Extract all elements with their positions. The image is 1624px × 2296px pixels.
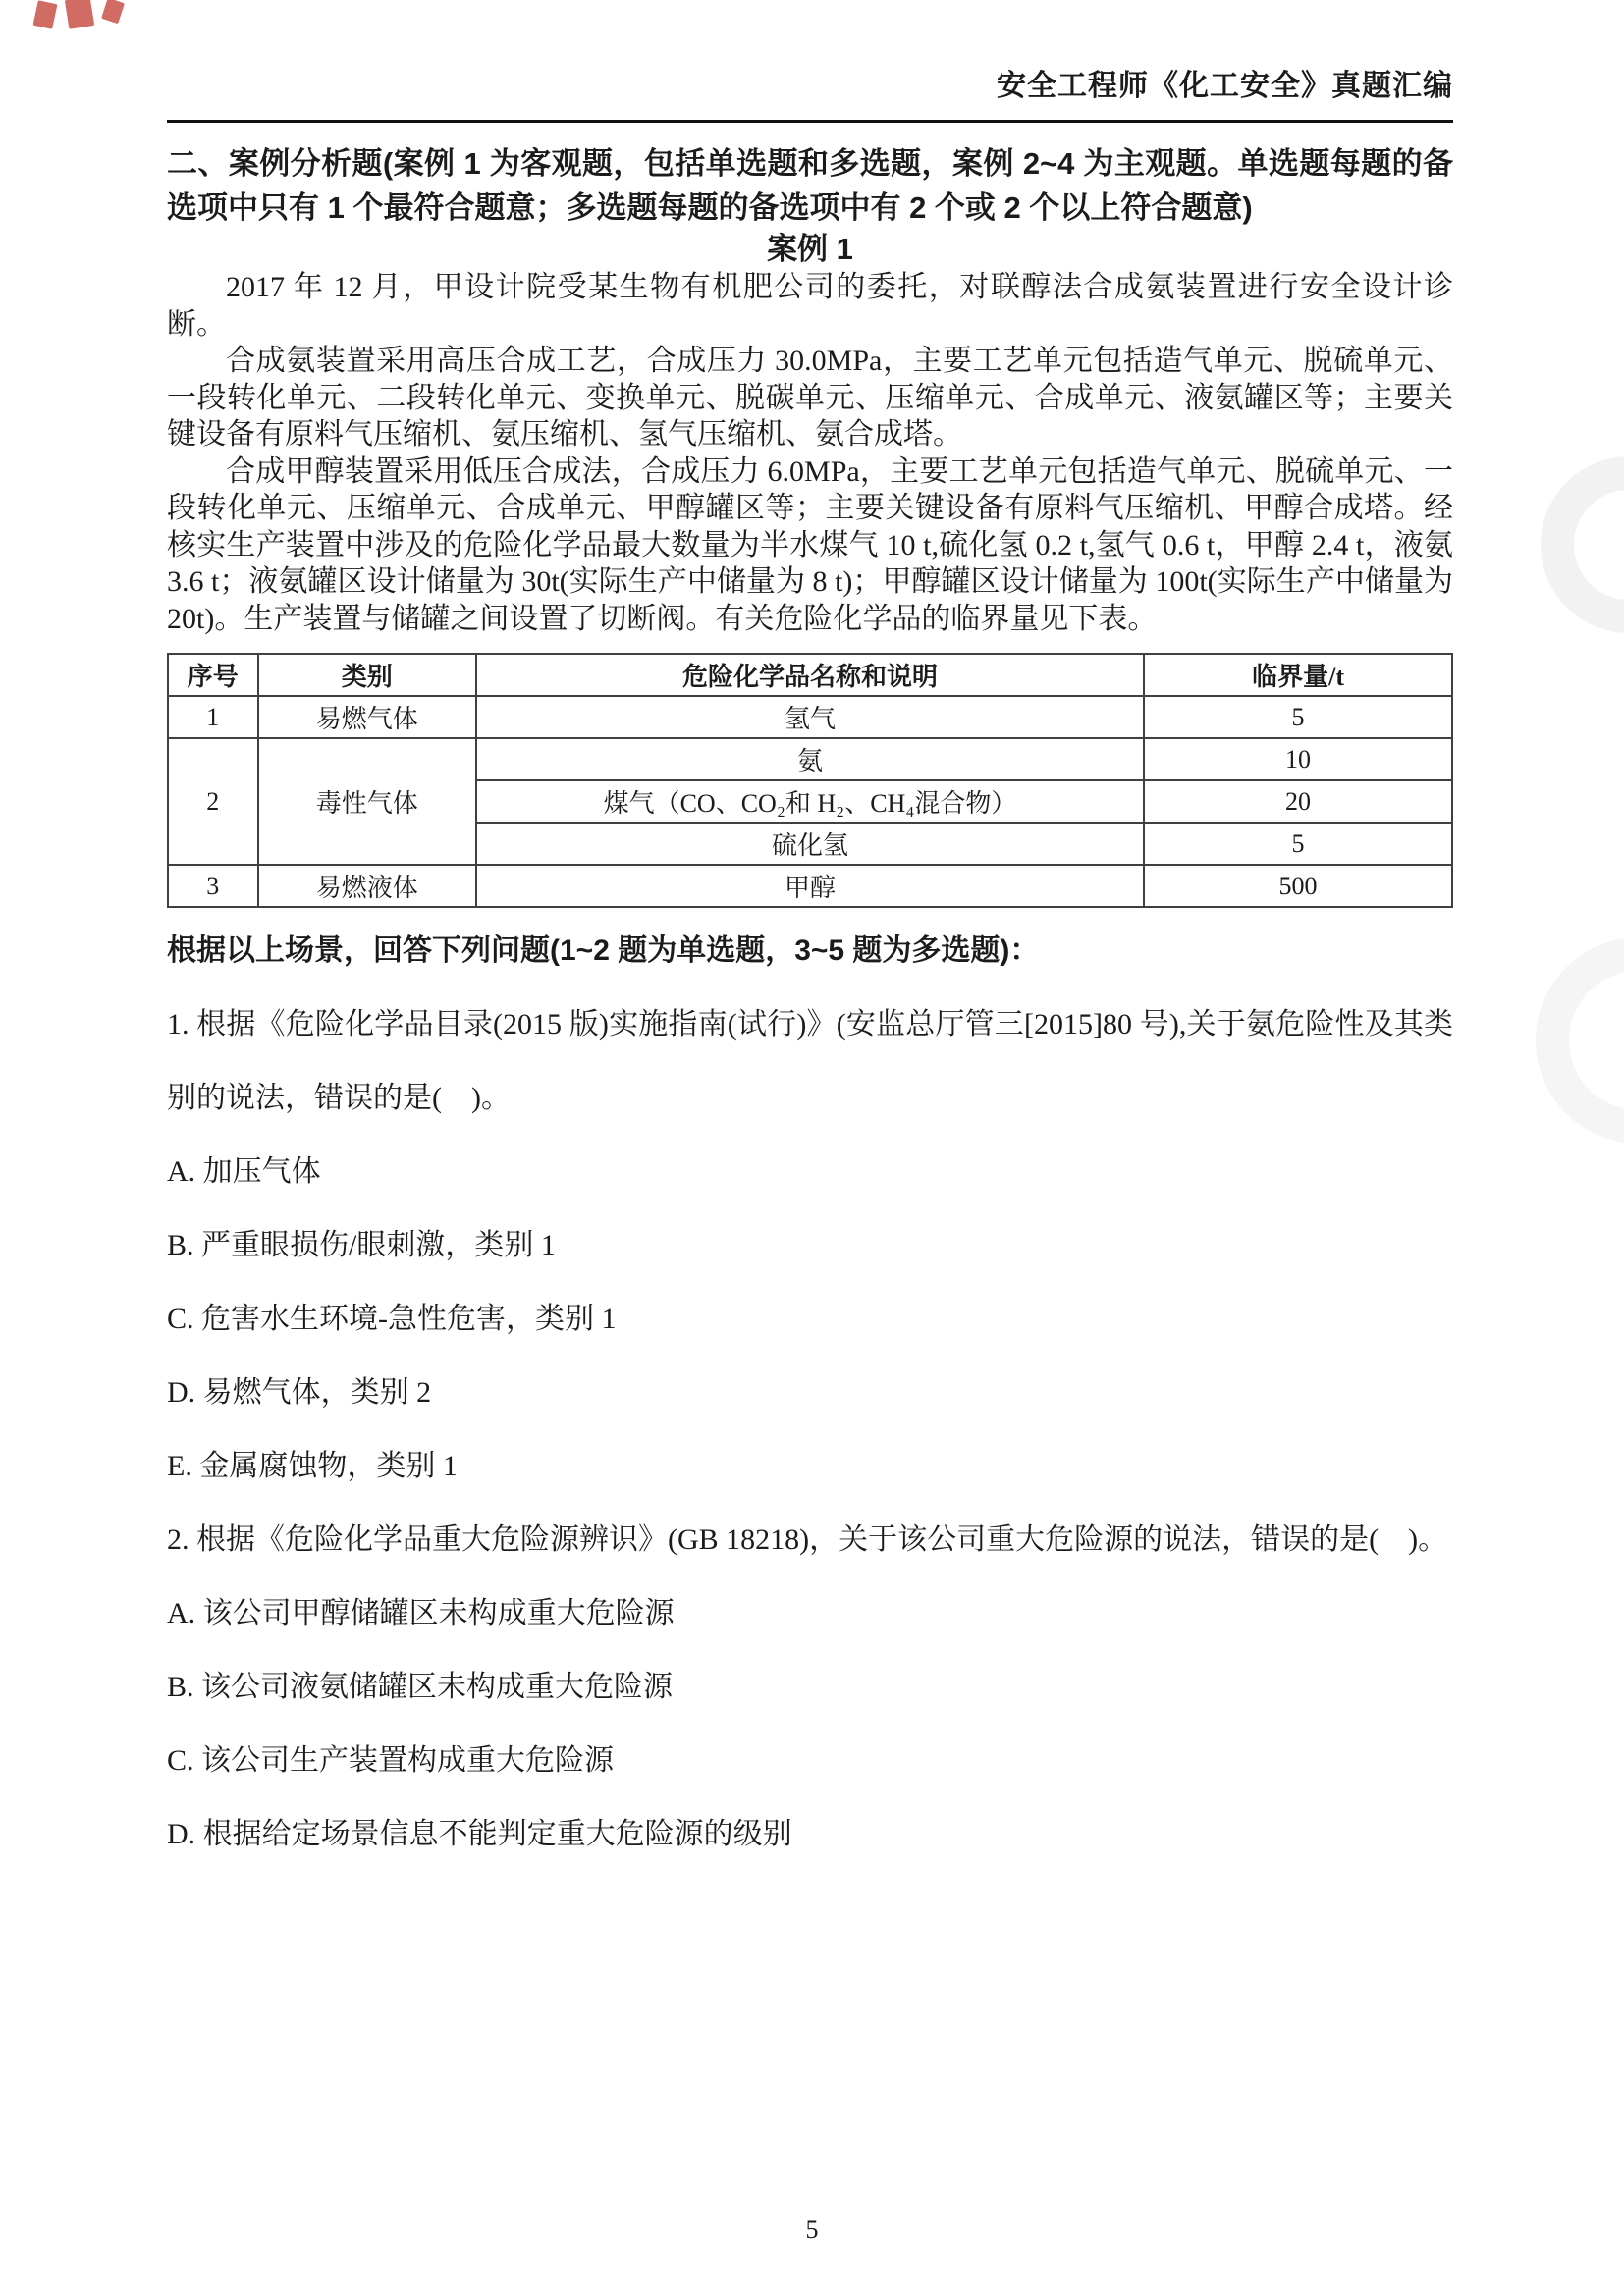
col-header-limit: 临界量/t — [1144, 654, 1452, 696]
red-stamp-mark — [101, 0, 125, 24]
cell-serial: 2 — [168, 738, 258, 865]
section-heading: 二、案例分析题(案例 1 为客观题，包括单选题和多选题，案例 2~4 为主观题。单选题每题的备选项中只有 1 个最符合题意；多选题每题的备选项中有 2 个或 2 个以上符合题意) — [167, 146, 1453, 225]
document-footer — [0, 2216, 1624, 2245]
cell-name: 甲醇 — [476, 865, 1144, 907]
cell-limit: 500 — [1144, 865, 1452, 907]
question-2-option-b: B. 该公司液氨储罐区未构成重大危险源 — [167, 1671, 674, 1703]
question-2-stem: 2. 根据《危险化学品重大危险源辨识》(GB 18218)，关于该公司重大危险源的说法，错误的是( )。 — [167, 1523, 1448, 1556]
case-paragraph-2: 合成氨装置采用高压合成工艺，合成压力 30.0MPa，主要工艺单元包括造气单元、脱硫单元、一段转化单元、二段转化单元、变换单元、脱碳单元、压缩单元、合成单元、液氨罐区等；主要关键设备有原料气压缩机、氨压缩机、氢气压缩机、氨合成塔。 — [167, 345, 1453, 451]
document-header — [167, 61, 1453, 123]
table-row — [168, 738, 1452, 780]
question-2-option-c: C. 该公司生产装置构成重大危险源 — [167, 1744, 615, 1777]
table-row — [168, 865, 1452, 907]
question-1-option-d: D. 易燃气体，类别 2 — [167, 1376, 432, 1409]
scan-artifact-circle — [1541, 456, 1624, 633]
cell-limit: 20 — [1144, 780, 1452, 823]
cell-limit: 5 — [1144, 696, 1452, 738]
cell-category: 毒性气体 — [258, 738, 476, 865]
questions-prompt: 根据以上场景，回答下列问题(1~2 题为单选题，3~5 题为多选题)： — [167, 934, 1040, 967]
case-title: 案例 1 — [767, 232, 853, 266]
red-stamp-mark — [33, 0, 58, 29]
cell-serial: 1 — [168, 696, 258, 738]
cell-name: 煤气（CO、CO₂和 H₂、CH₄混合物） — [476, 780, 1144, 823]
col-header-name: 危险化学品名称和说明 — [476, 654, 1144, 696]
question-2-option-d: D. 根据给定场景信息不能判定重大危险源的级别 — [167, 1818, 792, 1850]
cell-serial: 3 — [168, 865, 258, 907]
cell-name: 硫化氢 — [476, 823, 1144, 865]
table-header-row — [168, 654, 1452, 696]
table-row — [168, 696, 1452, 738]
red-stamp-mark — [65, 0, 94, 29]
question-1-option-a: A. 加压气体 — [167, 1155, 321, 1188]
page-number: 5 — [805, 2216, 819, 2244]
document-body — [167, 130, 1453, 1871]
case-paragraph-1: 2017 年 12 月，甲设计院受某生物有机肥公司的委托，对联醇法合成氨装置进行安全设计诊断。 — [167, 271, 1453, 341]
question-1-option-e: E. 金属腐蚀物，类别 1 — [167, 1450, 458, 1482]
questions-section — [167, 914, 1453, 1871]
critical-quantity-table — [167, 653, 1453, 908]
cell-name: 氢气 — [476, 696, 1144, 738]
question-1-option-b: B. 严重眼损伤/眼刺激，类别 1 — [167, 1229, 556, 1261]
page-title: 安全工程师《化工安全》真题汇编 — [997, 70, 1453, 102]
question-1-stem: 1. 根据《危险化学品目录(2015 版)实施指南(试行)》(安监总厅管三[2015]80 号),关于氨危险性及其类别的说法，错误的是( )。 — [167, 1008, 1453, 1114]
cell-limit: 10 — [1144, 738, 1452, 780]
col-header-category: 类别 — [258, 654, 476, 696]
cell-name: 氨 — [476, 738, 1144, 780]
question-2-option-a: A. 该公司甲醇储罐区未构成重大危险源 — [167, 1597, 675, 1629]
question-1-option-c: C. 危害水生环境-急性危害，类别 1 — [167, 1303, 617, 1335]
cell-limit: 5 — [1144, 823, 1452, 865]
case-paragraph-3: 合成甲醇装置采用低压合成法，合成压力 6.0MPa，主要工艺单元包括造气单元、脱硫单元、一段转化单元、压缩单元、合成单元、甲醇罐区等；主要关键设备有原料气压缩机、甲醇合成塔。经核实生产装置中涉及的危险化学品最大数量为半水煤气 10 t,硫化氢 0.2 t,氢气 0.6 t，甲醇 2.4 t，液氨 3.6 t；液氨罐区设计储量为 30t(实际生产中储量为 8 t)；甲醇罐区设计储量为 100t(实际生产中储量为 20t)。生产装置与储罐之间设置了切断阀。有关危险化学品的临界量见下表。 — [167, 454, 1453, 635]
scan-artifact-circle — [1536, 937, 1624, 1144]
col-header-serial: 序号 — [168, 654, 258, 696]
cell-category: 易燃液体 — [258, 865, 476, 907]
cell-category: 易燃气体 — [258, 696, 476, 738]
